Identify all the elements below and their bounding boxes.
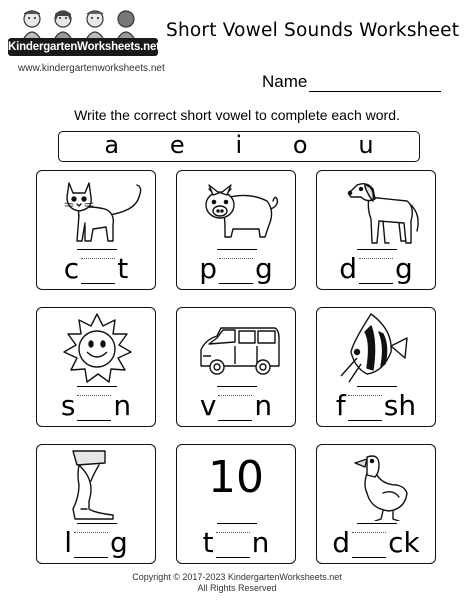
- word-end: n: [254, 389, 273, 422]
- vowel-e: e: [169, 131, 185, 159]
- logo-text: KindergartenWorksheets.net: [8, 38, 158, 56]
- word-prompt: [37, 526, 155, 559]
- word-start: s: [60, 389, 76, 422]
- card-cat: [36, 170, 156, 290]
- duck-icon: [327, 449, 427, 521]
- vowel-blank[interactable]: [74, 532, 108, 558]
- word-end: g: [395, 252, 413, 285]
- word-end: g: [255, 252, 273, 285]
- word-end: sh: [383, 389, 417, 422]
- footer: [0, 572, 474, 594]
- sun-icon: [47, 312, 147, 384]
- vowel-a: a: [104, 131, 120, 159]
- van-icon: [187, 312, 287, 384]
- word-start: f: [335, 389, 346, 422]
- word-start: l: [64, 526, 72, 559]
- answer-line: [357, 386, 397, 387]
- pig-icon: [187, 175, 287, 247]
- word-prompt: [177, 252, 295, 285]
- word-end: t: [117, 252, 129, 285]
- copyright-text: Copyright © 2017-2023 KindergartenWorksheets.net: [132, 572, 342, 582]
- word-prompt: [317, 389, 435, 422]
- word-prompt: [317, 526, 435, 559]
- word-start: c: [63, 252, 80, 285]
- answer-line: [77, 386, 117, 387]
- word-prompt: [37, 252, 155, 285]
- word-start: d: [332, 526, 351, 559]
- card-ten: [176, 444, 296, 564]
- vowel-o: o: [292, 131, 308, 159]
- vowel-blank[interactable]: [77, 395, 111, 421]
- name-line[interactable]: [309, 74, 441, 92]
- worksheet-title: Short Vowel Sounds Worksheet: [166, 20, 460, 41]
- instruction-text: Write the correct short vowel to complete each word.: [74, 107, 400, 123]
- card-dog: [316, 170, 436, 290]
- answer-line: [217, 386, 257, 387]
- card-sun: [36, 307, 156, 427]
- leg-icon: [47, 449, 147, 521]
- logo-kids-icon: [18, 8, 142, 38]
- vowel-blank[interactable]: [81, 258, 115, 284]
- site-url: www.kindergartenworksheets.net: [18, 63, 165, 74]
- card-duck: [316, 444, 436, 564]
- word-end: ck: [388, 526, 420, 559]
- vowel-blank[interactable]: [352, 532, 386, 558]
- answer-line: [217, 523, 257, 524]
- vowel-blank[interactable]: [348, 395, 382, 421]
- word-end: n: [113, 389, 132, 422]
- name-label: Name: [262, 72, 308, 91]
- answer-line: [77, 523, 117, 524]
- dog-icon: [327, 175, 427, 247]
- word-end: g: [110, 526, 128, 559]
- word-start: d: [339, 252, 357, 285]
- word-prompt: [177, 389, 295, 422]
- number-ten: 10: [208, 452, 264, 503]
- vowel-blank[interactable]: [218, 395, 252, 421]
- vowel-i: i: [235, 131, 243, 159]
- card-van: [176, 307, 296, 427]
- answer-line: [217, 249, 257, 250]
- card-pig: [176, 170, 296, 290]
- vowel-u: u: [358, 131, 374, 159]
- answer-line: [357, 523, 397, 524]
- vowel-blank[interactable]: [359, 258, 393, 284]
- card-leg: [36, 444, 156, 564]
- rights-text: All Rights Reserved: [197, 583, 277, 593]
- vowel-bank: [58, 131, 420, 162]
- word-start: v: [199, 389, 217, 422]
- vowel-blank[interactable]: [216, 532, 250, 558]
- answer-line: [357, 249, 397, 250]
- word-end: n: [251, 526, 270, 559]
- card-fish: [316, 307, 436, 427]
- vowel-blank[interactable]: [219, 258, 253, 284]
- word-prompt: [177, 526, 295, 559]
- cat-icon: [47, 175, 147, 247]
- word-start: p: [199, 252, 217, 285]
- fish-icon: [327, 312, 427, 384]
- answer-line: [77, 249, 117, 250]
- name-field[interactable]: [262, 72, 441, 92]
- word-prompt: [317, 252, 435, 285]
- word-start: t: [202, 526, 214, 559]
- word-prompt: [37, 389, 155, 422]
